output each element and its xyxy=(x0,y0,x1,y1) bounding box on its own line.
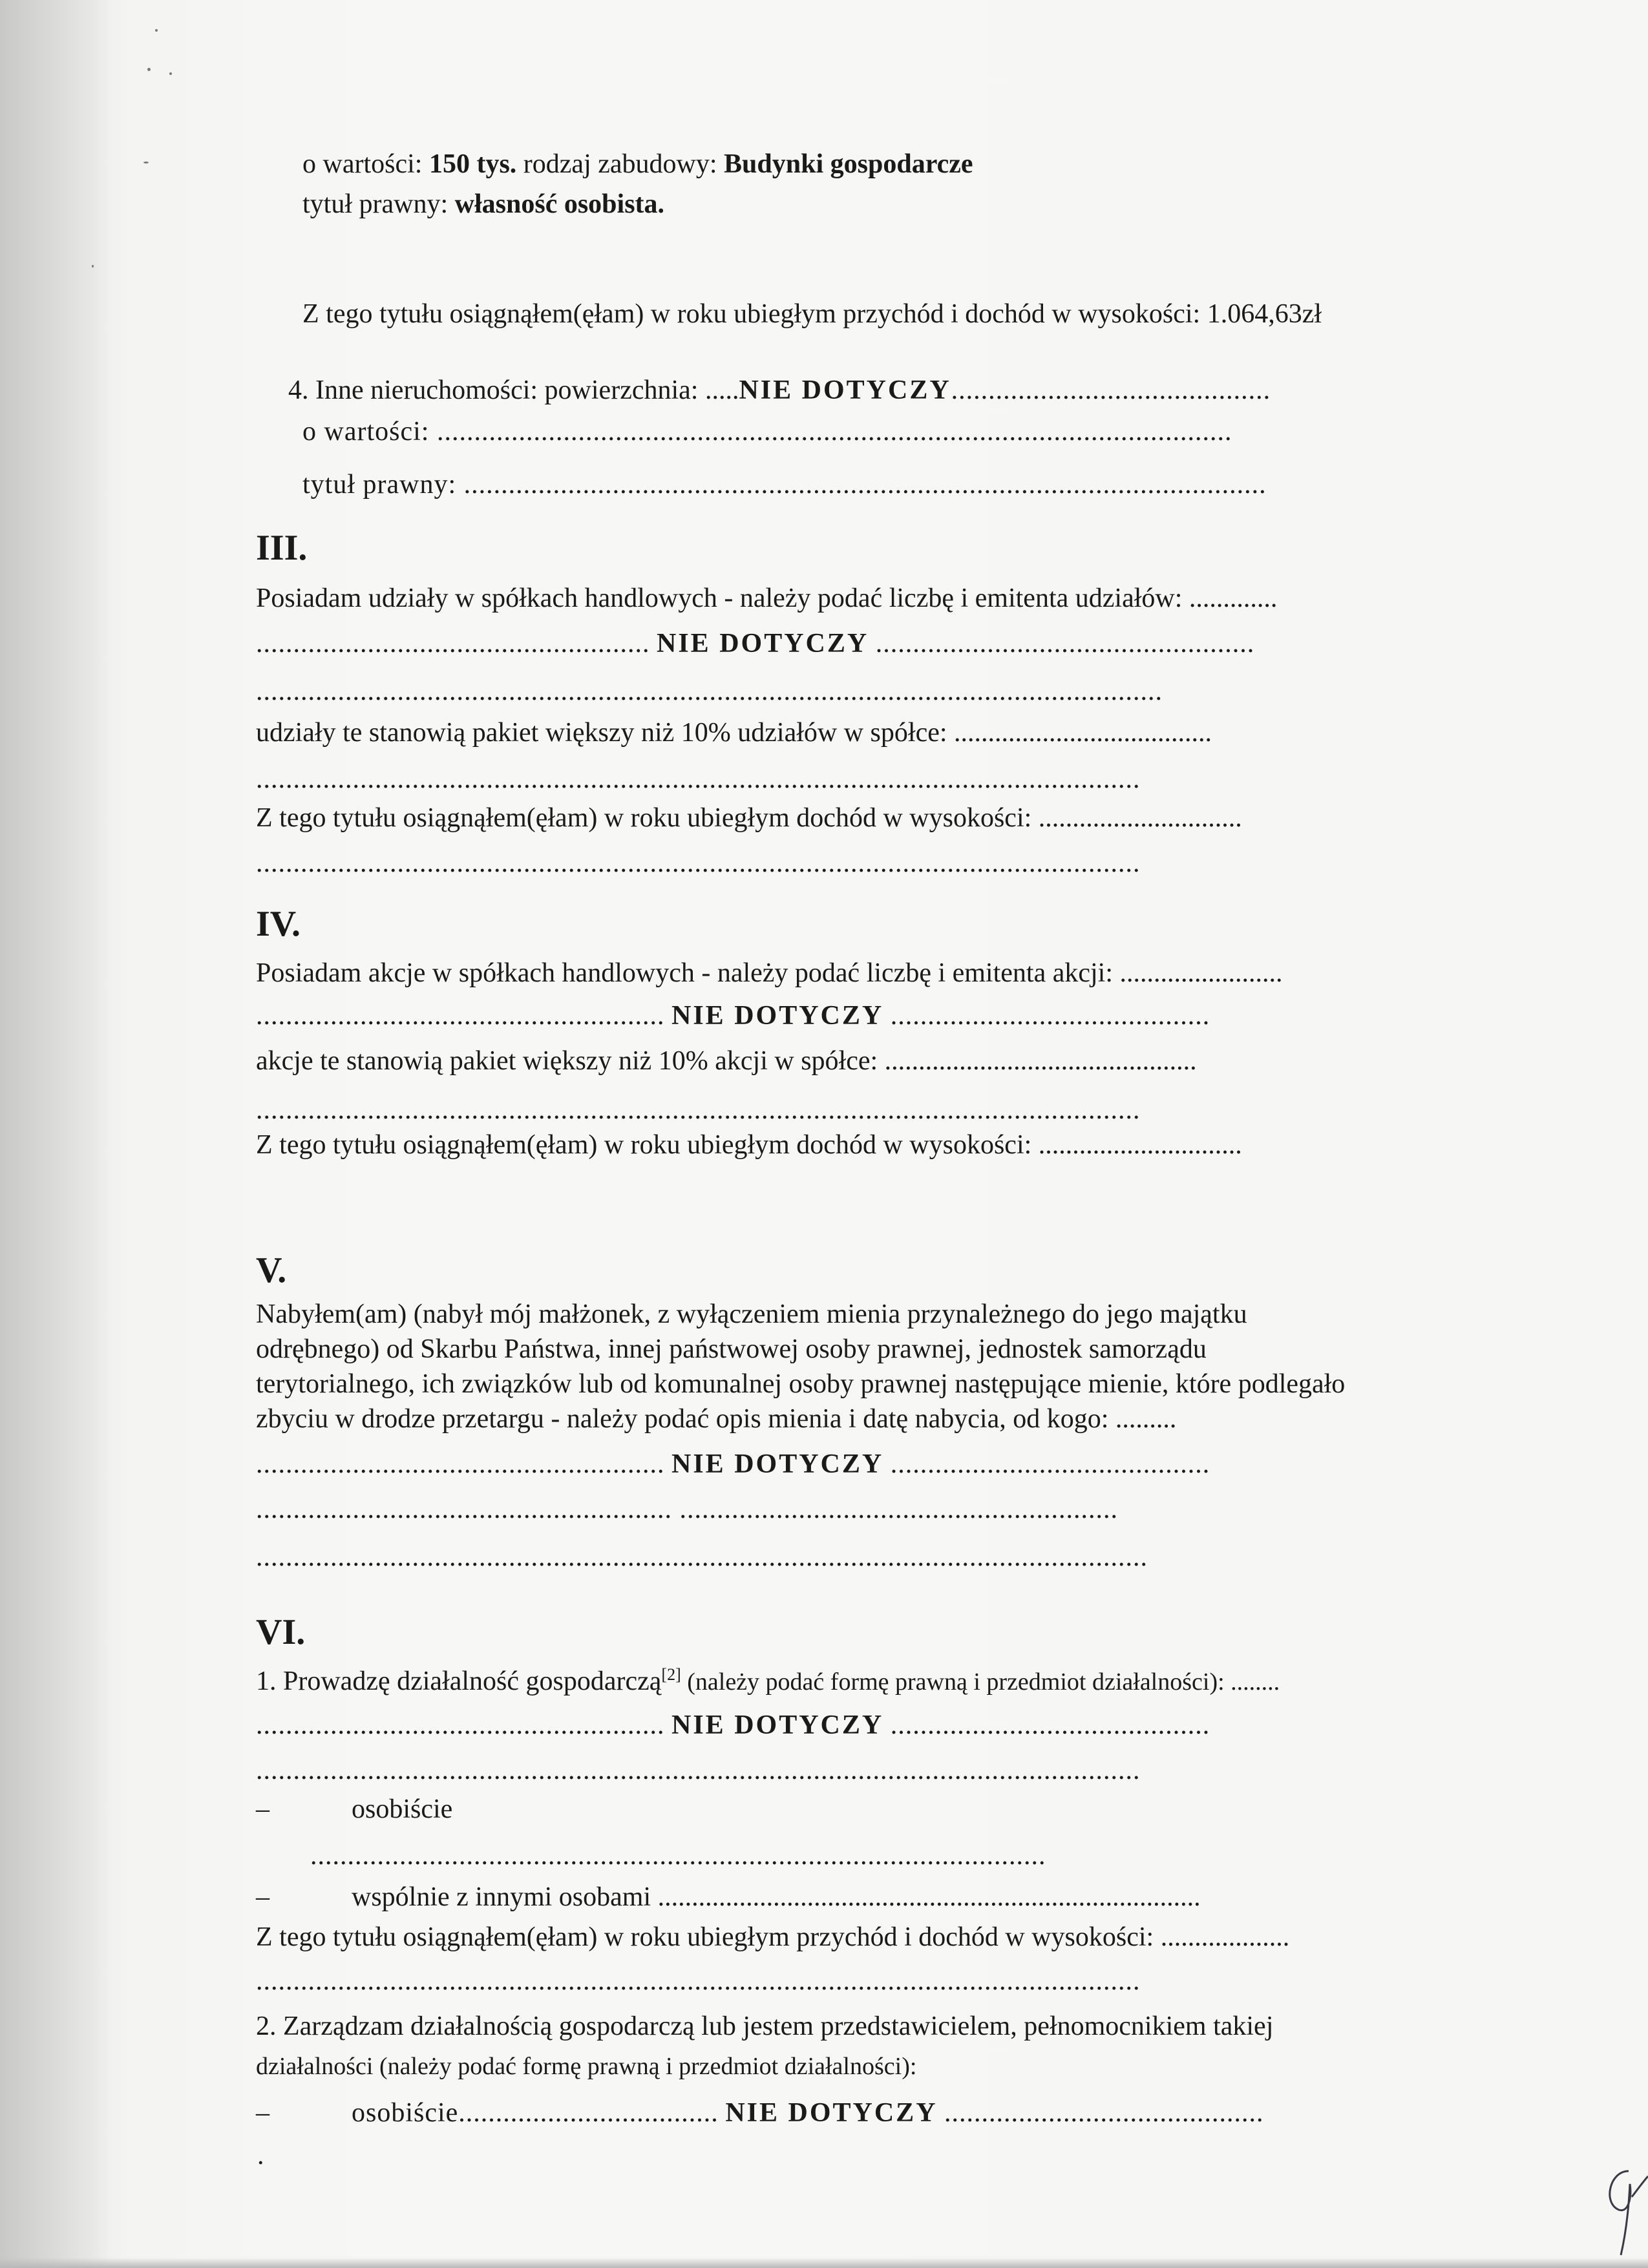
legal-title-bold: własność osobista. xyxy=(454,189,665,219)
acquisition-text-4: zbyciu w drodze przetargu - należy podać opis mienia i datę nabycia, od kogo: ......... xyxy=(256,1404,1177,1434)
not-applicable: NIE DOTYCZY xyxy=(739,375,951,405)
shares-answer-line xyxy=(256,627,1254,660)
business-income-line: Z tego tytułu osiągnąłem(ęłam) w roku ubiegłym przychód i dochód w wysokości: ................... xyxy=(256,1922,1290,1952)
stocks-line: Posiadam akcje w spółkach handlowych - należy podać liczbę i emitenta akcji: ........................ xyxy=(256,958,1283,988)
acquisition-text-1: Nabyłem(am) (nabył mój małżonek, z wyłączeniem mienia przynależnego do jego majątku xyxy=(256,1299,1247,1329)
dots: ..................................................... xyxy=(256,629,650,658)
section-heading-iv: IV. xyxy=(256,904,301,944)
dots: ........................................... xyxy=(890,1449,1210,1479)
business-answer-line xyxy=(256,1708,1210,1742)
value-dots-line: o wartości: ........................................................................................................... xyxy=(302,417,1232,446)
shares-10-percent-line: udziały te stanowią pakiet większy niż 10% udziałów w spółce: ...................................... xyxy=(256,718,1212,748)
dots-line: ....................................................................................................................... xyxy=(256,1095,1141,1125)
text: tytuł prawny: xyxy=(302,189,455,219)
text: wspólnie z innymi osobami ................................................................................ xyxy=(352,1882,1201,1912)
scan-speck xyxy=(169,72,172,75)
dots-line: .......................................................................................................................... xyxy=(256,677,1163,706)
acquisition-text-3: terytorialnego, ich związków lub od komunalnej osoby prawnej następujące mienie, które podlegało xyxy=(256,1369,1346,1399)
management-answer-line xyxy=(256,2096,1264,2130)
jointly-line xyxy=(256,1880,1201,1914)
not-applicable: NIE DOTYCZY xyxy=(671,1001,884,1031)
dots: ....................................................... xyxy=(256,1449,665,1479)
not-applicable: NIE DOTYCZY xyxy=(725,2098,938,2128)
building-type-bold: Budynki gospodarcze xyxy=(724,149,973,179)
other-property-line xyxy=(288,373,1271,407)
text: osobiście xyxy=(352,1794,453,1824)
dash: – xyxy=(256,2098,269,2128)
not-applicable: NIE DOTYCZY xyxy=(671,1710,884,1740)
text: rodzaj zabudowy: xyxy=(516,149,724,179)
acquisition-answer-line xyxy=(256,1447,1210,1481)
dots-line: ........................................................ ........................................................... xyxy=(256,1495,1118,1524)
dots-line: ....................................................................................................................... xyxy=(256,848,1141,878)
section-heading-vi: VI. xyxy=(256,1612,306,1652)
dots-line: ....................................................................................................................... xyxy=(256,764,1141,794)
management-line-1: 2. Zarządzam działalnością gospodarczą lub jestem przedstawicielem, pełnomocnikiem takiej xyxy=(256,2011,1274,2041)
text: 4. Inne nieruchomości: powierzchnia: ..... xyxy=(288,375,739,405)
scan-speck xyxy=(147,68,151,71)
dots: ........................................... xyxy=(890,1001,1210,1031)
shares-line: Posiadam udziały w spółkach handlowych - należy podać liczbę i emitenta udziałów: ............. xyxy=(256,583,1278,613)
dots: ....................................................... xyxy=(256,1710,665,1740)
value-line xyxy=(302,147,973,181)
personally-line xyxy=(256,1792,453,1826)
income-line: Z tego tytułu osiągnąłem(ęłam) w roku ubiegłym przychód i dochód w wysokości: 1.064,63zł xyxy=(302,299,1322,329)
footnote-ref: [2] xyxy=(661,1665,681,1684)
dots-line: ................................................................................................... xyxy=(310,1841,1046,1871)
dots-line: ....................................................................................................................... xyxy=(256,1966,1141,1996)
dots: ....................................................... xyxy=(256,1001,665,1031)
dots: ........................................... xyxy=(944,2098,1264,2128)
dots-line: ........................................................................................................................ xyxy=(256,1542,1148,1572)
not-applicable: NIE DOTYCZY xyxy=(657,629,869,658)
scan-speck xyxy=(143,162,149,163)
dots-line: ....................................................................................................................... xyxy=(256,1756,1141,1785)
scan-speck xyxy=(92,265,94,268)
scan-speck xyxy=(155,29,158,32)
stocks-answer-line xyxy=(256,999,1210,1033)
text: 1. Prowadzę działalność gospodarczą xyxy=(256,1666,662,1696)
section-heading-v: V. xyxy=(256,1250,287,1290)
shares-income-line: Z tego tytułu osiągnąłem(ęłam) w roku ubiegłym dochód w wysokości: .............................. xyxy=(256,803,1242,833)
legal-title-dots-line: tytuł prawny: ............................................................................................................ xyxy=(302,470,1267,499)
text: o wartości: xyxy=(302,149,429,179)
dash: – xyxy=(256,1882,269,1912)
stocks-10-percent-line: akcje te stanowią pakiet większy niż 10% akcji w spółce: .............................................. xyxy=(256,1046,1197,1076)
section-heading-iii: III. xyxy=(256,528,308,568)
business-activity-line xyxy=(256,1664,1280,1699)
management-line-2: działalności (należy podać formę prawną i przedmiot działalności): xyxy=(256,2053,917,2080)
dots: ................................................... xyxy=(875,629,1255,658)
dash: – xyxy=(256,1794,269,1824)
legal-title-line xyxy=(302,187,664,221)
text: osobiście................................... xyxy=(352,2098,719,2128)
initials-signature-mark xyxy=(1590,2158,1648,2262)
not-applicable: NIE DOTYCZY xyxy=(671,1449,884,1479)
page-bottom-edge xyxy=(0,2258,1648,2268)
text: (należy podać formę prawną i przedmiot działalności): ........ xyxy=(681,1668,1280,1696)
dots: ........................................... xyxy=(951,375,1271,405)
dots: ........................................... xyxy=(890,1710,1210,1740)
page-left-edge-shadow xyxy=(0,0,110,2268)
stray-dot: . xyxy=(257,2141,264,2170)
value-bold: 150 tys. xyxy=(428,149,517,179)
acquisition-text-2: odrębnego) od Skarbu Państwa, innej państwowej osoby prawnej, jednostek samorządu xyxy=(256,1334,1207,1364)
stocks-income-line: Z tego tytułu osiągnąłem(ęłam) w roku ubiegłym dochód w wysokości: .............................. xyxy=(256,1130,1242,1160)
